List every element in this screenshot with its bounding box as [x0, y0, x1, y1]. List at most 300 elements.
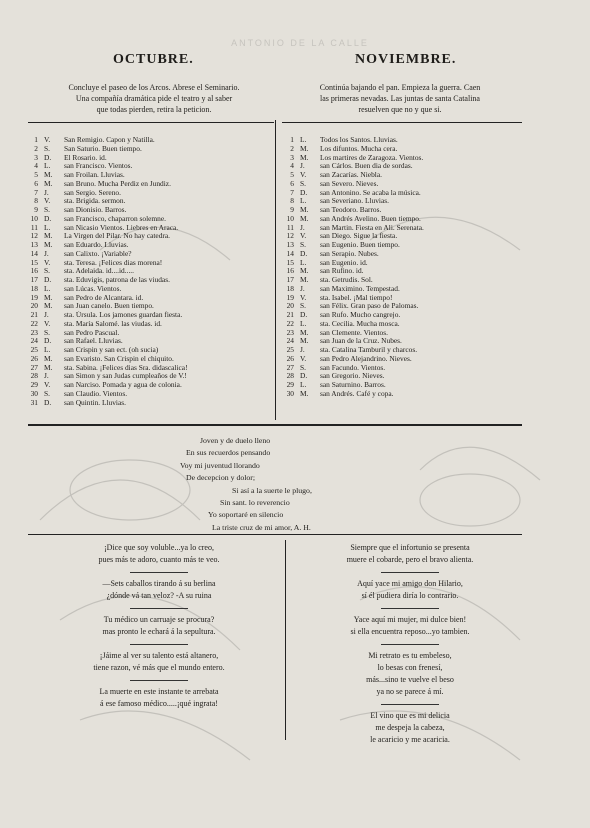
epigram-separator	[130, 680, 188, 681]
weekday: D.	[300, 311, 308, 319]
day-entry: san Cárlos. Buen dia de sordas.	[320, 162, 413, 171]
day-entry: sta. Cecilia. Mucha mosca.	[320, 319, 400, 328]
day-number: 22	[286, 319, 294, 328]
day-entry: san Teodoro. Barros.	[320, 206, 382, 214]
day-number: 4	[290, 162, 294, 171]
day-row	[280, 381, 522, 390]
day-number: 9	[34, 206, 38, 214]
day-number: 24	[30, 337, 38, 346]
epigram-line: ¡Jáime al ver su talento está altanero,	[99, 651, 219, 660]
day-number: 16	[286, 267, 294, 276]
day-number: 25	[30, 346, 38, 354]
day-number: 18	[286, 284, 294, 293]
weekday: S.	[44, 389, 50, 398]
weekday: M.	[44, 293, 53, 302]
day-number: 13	[30, 241, 38, 249]
noviembre-intro	[282, 82, 518, 115]
poem-line: De decepcion y dolor;	[186, 473, 256, 483]
day-number: 24	[286, 337, 294, 346]
weekday: L.	[44, 162, 51, 171]
weekday: M.	[300, 328, 309, 337]
day-row	[280, 390, 522, 399]
day-number: 27	[286, 363, 294, 372]
day-entry: san Rafael. Lluvias.	[64, 337, 123, 346]
weekday: M.	[44, 179, 53, 188]
day-number: 29	[286, 381, 294, 389]
day-entry: san Crispin y san ect. (oh sucia)	[64, 346, 159, 354]
epigram-separator	[381, 572, 439, 573]
day-number: 30	[30, 389, 38, 398]
day-number: 3	[34, 153, 38, 162]
day-entry: san Félix. Gran paso de Palomas.	[320, 302, 419, 311]
background-faded-text: ANTONIO DE LA CALLE	[231, 38, 369, 48]
epigram-line: Mi retrato es tu embeleso,	[368, 651, 452, 660]
weekday: S.	[44, 267, 50, 276]
day-number: 10	[286, 214, 294, 223]
epigram	[40, 578, 278, 602]
day-entry: sta. Adelaida. id....id.....	[64, 267, 134, 276]
epigram-separator	[381, 608, 439, 609]
day-row	[24, 154, 274, 163]
day-entry: sta. Brigida. sermon.	[64, 197, 126, 206]
poem-line: En sus recuerdos pensando	[186, 448, 271, 458]
epigram-separator	[381, 644, 439, 645]
day-entry: sta. María Salomé. las viudas. id.	[64, 319, 162, 328]
day-row	[24, 285, 274, 294]
epigram-line: —Sets caballos tirando á su berlina	[102, 579, 216, 588]
epigram-line: El vino que es mi delicia	[370, 711, 450, 720]
day-row	[280, 355, 522, 364]
day-entry: san Maximino. Tempestad.	[320, 284, 400, 293]
day-number: 15	[30, 258, 38, 267]
day-entry: sta. Catalina Tamburil y charcos.	[320, 346, 418, 354]
day-entry: san Pedro Alejandrino. Nieves.	[320, 354, 412, 363]
weekday: S.	[44, 144, 50, 153]
weekday: M.	[44, 232, 53, 241]
poem-line: Yo soportaré en silencio	[208, 510, 284, 520]
day-number: 4	[34, 162, 38, 171]
epigram-line: Tu médico un carruaje se procura?	[103, 615, 215, 624]
day-entry: san Pedro de Alcantara. id.	[64, 293, 144, 302]
day-entry: san Eugenio. Buen tiempo.	[320, 241, 400, 249]
epigram-separator	[130, 572, 188, 573]
weekday: V.	[44, 258, 51, 267]
day-number: 14	[30, 249, 38, 258]
day-entry: san Zacarías. Niebla.	[320, 171, 382, 179]
weekday: L.	[44, 223, 51, 232]
weekday: J.	[44, 249, 49, 258]
day-row	[24, 171, 274, 180]
day-number: 11	[30, 223, 38, 232]
day-number: 8	[290, 197, 294, 206]
day-entry: San Remigio. Capon y Natilla.	[64, 136, 155, 144]
day-entry: san Martin. Fiesta en Ali. Serenata.	[320, 223, 424, 232]
epigram	[290, 710, 530, 746]
day-entry: san Facundo. Vientos.	[320, 363, 386, 372]
weekday: V.	[44, 319, 51, 328]
day-row	[280, 276, 522, 285]
octubre-days	[24, 136, 274, 407]
weekday: S.	[44, 206, 50, 214]
day-row	[24, 355, 274, 364]
octubre-intro-line: que todas pierden, retira la peticion.	[96, 105, 212, 114]
day-row	[280, 154, 522, 163]
weekday: D.	[44, 214, 52, 223]
day-row	[280, 259, 522, 268]
day-entry: sta. Eduvigis, patrona de las viudas.	[64, 276, 170, 284]
day-row	[24, 294, 274, 303]
weekday: V.	[300, 293, 307, 302]
octubre-intro-line: Una compañía dramática pide el teatro y al saber	[75, 94, 233, 103]
day-number: 21	[30, 311, 38, 319]
noviembre-intro-line: Continúa bajando el pan. Empieza la guerra. Caen	[319, 83, 481, 92]
epigram-line: ¡Dice que soy voluble...ya lo creo,	[104, 543, 214, 552]
day-entry: san Pedro Pascual.	[64, 328, 120, 337]
epigram-line: La muerte en este instante te arrebata	[99, 687, 219, 696]
weekday: S.	[300, 179, 306, 188]
day-number: 12	[286, 232, 294, 241]
weekday: M.	[300, 206, 309, 214]
poem-line: Joven y de duelo lleno	[200, 436, 271, 445]
day-row	[280, 232, 522, 241]
day-row	[24, 320, 274, 329]
day-row	[24, 390, 274, 399]
day-number: 3	[290, 153, 294, 162]
day-entry: Los martires de Zaragoza. Vientos.	[320, 153, 424, 162]
day-number: 17	[30, 276, 38, 284]
day-row	[280, 329, 522, 338]
weekday: M.	[44, 171, 53, 179]
day-number: 28	[30, 372, 38, 381]
day-entry: san Evaristo. San Crispin el chiquito.	[64, 354, 174, 363]
epigram	[40, 686, 278, 710]
epigram	[290, 650, 530, 698]
weekday: L.	[300, 381, 307, 389]
day-number: 7	[34, 188, 38, 197]
day-row	[24, 224, 274, 233]
weekday: J.	[300, 346, 305, 354]
epigram	[290, 614, 530, 638]
weekday: J.	[300, 162, 305, 171]
day-entry: Todos los Santos. Lluvias.	[320, 136, 398, 144]
day-row	[280, 189, 522, 198]
day-row	[24, 232, 274, 241]
day-row	[24, 267, 274, 276]
weekday: V.	[44, 197, 51, 206]
epigram	[40, 614, 278, 638]
epigram-line: pues más te adoro, cuanto más te veo.	[98, 555, 220, 564]
day-row	[280, 206, 522, 215]
poem-line: Voy mi juventud llorando	[180, 460, 260, 470]
day-number: 22	[30, 319, 38, 328]
day-entry: sta. Isabel. ¡Mal tiempo!	[320, 293, 393, 302]
day-number: 6	[290, 179, 294, 188]
epigram	[290, 542, 530, 566]
day-number: 1	[290, 136, 294, 144]
octubre-title: OCTUBRE.	[113, 52, 194, 67]
day-entry: La Virgen del Pilar. No hay catedra.	[64, 232, 171, 241]
day-number: 11	[286, 223, 294, 232]
octubre-intro	[28, 82, 280, 115]
epigram-line: lo besas con frenesí,	[377, 663, 443, 672]
epigram-line: Aquí yace mi amigo don Hilario,	[357, 579, 463, 588]
poem-line: La triste cruz de mi amor, A. H.	[212, 522, 311, 532]
day-number: 14	[286, 249, 294, 258]
weekday: J.	[44, 372, 49, 381]
weekday: V.	[44, 381, 51, 389]
day-number: 20	[30, 302, 38, 311]
weekday: M.	[44, 363, 53, 372]
day-entry: san Lúcas. Vientos.	[64, 284, 122, 293]
weekday: M.	[44, 354, 53, 363]
noviembre-days	[280, 136, 522, 399]
weekday: M.	[44, 302, 53, 311]
day-row	[24, 162, 274, 171]
day-number: 23	[286, 328, 294, 337]
weekday: D.	[300, 372, 308, 381]
epigram-divider	[285, 540, 286, 740]
day-row	[24, 276, 274, 285]
day-number: 2	[290, 144, 294, 153]
epigram-line: tiene razon, vé más que el mundo entero.	[93, 663, 225, 672]
day-entry: san Serapio. Nubes.	[320, 249, 379, 258]
epigram-line: muere el cobarde, pero el bravo alienta.	[346, 555, 474, 564]
poem-line: Sin sant. lo reverencio	[220, 498, 290, 508]
day-entry: san Juan canelo. Buen tiempo.	[64, 302, 154, 311]
day-number: 1	[34, 136, 38, 144]
weekday: D.	[44, 398, 52, 407]
epigram-line: ya no se parece á mí.	[376, 687, 444, 696]
weekday: S.	[300, 241, 306, 249]
noviembre-title: NOVIEMBRE.	[355, 52, 457, 67]
day-entry: san Francisco, chaparron solemne.	[64, 214, 166, 223]
weekday: M.	[300, 276, 309, 284]
weekday: M.	[300, 144, 309, 153]
day-entry: San Saturio. Buen tiempo.	[64, 144, 142, 153]
epigram-line: sí él pudiera diría lo contrario.	[361, 591, 459, 600]
day-row	[280, 171, 522, 180]
weekday: J.	[300, 223, 305, 232]
day-entry: san Juan de la Cruz. Nubes.	[320, 337, 402, 346]
day-row	[280, 224, 522, 233]
day-entry: san Severo. Nieves.	[320, 179, 379, 188]
day-number: 31	[30, 398, 38, 407]
day-row	[24, 381, 274, 390]
day-row	[24, 302, 274, 311]
day-entry: san Dionisio. Barros.	[64, 206, 127, 214]
day-entry: san Eugenio. id.	[320, 258, 368, 267]
octubre-intro-line: Concluye el paseo de los Arcos. Abrese el Seminario.	[68, 83, 240, 92]
weekday: M.	[300, 389, 309, 398]
day-entry: san Diego. Sigue la fiesta.	[320, 232, 398, 241]
epigram-line: ¿dónde vá tan veloz? -A su ruina	[106, 591, 212, 600]
weekday: L.	[44, 284, 51, 293]
day-number: 21	[286, 311, 294, 319]
day-number: 28	[286, 372, 294, 381]
day-entry: san Bruno. Mucha Perdiz en Jundiz.	[64, 179, 171, 188]
day-row	[280, 372, 522, 381]
day-number: 26	[286, 354, 294, 363]
day-entry: san Nicasio Vientos. Liebres en Araca.	[64, 223, 179, 232]
epigram-line: si ella encuentra reposo...yo tambien.	[350, 627, 470, 636]
weekday: S.	[300, 302, 306, 311]
day-row	[280, 180, 522, 189]
day-number: 23	[30, 328, 38, 337]
day-entry: san Gregorio. Nieves.	[320, 372, 385, 381]
day-row	[24, 364, 274, 373]
day-row	[280, 364, 522, 373]
day-row	[280, 311, 522, 320]
epigram	[40, 542, 278, 566]
weekday: L.	[300, 319, 307, 328]
epigram-line: á ese famoso médico.....¡qué ingrata!	[100, 699, 218, 708]
day-entry: san Saturnino. Barros.	[320, 381, 386, 389]
poem-line: Si así a la suerte le plugo,	[232, 485, 312, 495]
weekday: M.	[300, 267, 309, 276]
weekday: D.	[44, 276, 52, 284]
weekday: D.	[300, 188, 308, 197]
day-row	[24, 259, 274, 268]
weekday: M.	[300, 337, 309, 346]
day-row	[24, 372, 274, 381]
day-entry: san Narciso. Pomada y agua de colonia.	[64, 381, 182, 389]
day-row	[280, 250, 522, 259]
day-row	[280, 285, 522, 294]
day-number: 29	[30, 381, 38, 389]
day-row	[280, 215, 522, 224]
day-entry: Los difuntos. Mucha cera.	[320, 144, 398, 153]
day-entry: san Quintin. Lluvias.	[64, 398, 126, 407]
weekday: V.	[44, 136, 51, 144]
day-number: 19	[286, 293, 294, 302]
day-number: 17	[286, 276, 294, 284]
noviembre-intro-line: resuelven que no y que si.	[358, 105, 442, 114]
day-entry: sta. Úrsula. Los jamones guardan fiesta.	[64, 311, 183, 319]
day-number: 30	[286, 389, 294, 398]
day-row	[24, 215, 274, 224]
day-entry: san Francisco. Vientos.	[64, 162, 133, 171]
noviembre-intro-line: las primeras nevadas. Las juntas de santa Catalina	[320, 94, 480, 103]
day-entry: sta. Sabina. ¡Felices dias Sra. didascalica!	[64, 363, 188, 372]
epigram-line: Yace aquí mi mujer, mi dulce bien!	[353, 615, 467, 624]
day-number: 6	[34, 179, 38, 188]
day-row	[280, 136, 522, 145]
day-number: 27	[30, 363, 38, 372]
day-entry: san Rufino. id.	[320, 267, 364, 276]
day-number: 18	[30, 284, 38, 293]
day-row	[280, 346, 522, 355]
day-row	[280, 162, 522, 171]
day-row	[24, 346, 274, 355]
poem	[180, 435, 420, 534]
day-number: 10	[30, 214, 38, 223]
day-number: 9	[290, 206, 294, 214]
day-entry: san Sergio. Sereno.	[64, 188, 121, 197]
day-row	[280, 294, 522, 303]
day-entry: san Eduardo. Lluvias.	[64, 241, 129, 249]
day-number: 15	[286, 258, 294, 267]
epigram	[40, 650, 278, 674]
day-number: 16	[30, 267, 38, 276]
left-epigrams	[40, 542, 278, 710]
weekday: D.	[44, 337, 52, 346]
epigram-line: me despeja la cabeza,	[375, 723, 445, 732]
weekday: L.	[300, 197, 307, 206]
day-entry: sta. Teresa. ¡Felices dias morena!	[64, 258, 163, 267]
day-entry: san Froilan. Lluvias.	[64, 171, 125, 179]
weekday: J.	[44, 311, 49, 319]
day-number: 25	[286, 346, 294, 354]
day-entry: san Clemente. Vientos.	[320, 328, 388, 337]
day-entry: san Calixto. ¡Variable?	[64, 249, 132, 258]
day-row	[24, 145, 274, 154]
weekday: L.	[300, 136, 307, 144]
epigram-line: le acaricio y me acaricia.	[370, 735, 450, 744]
day-number: 2	[34, 144, 38, 153]
day-entry: san Andrés Avelino. Buen tiempo.	[320, 214, 421, 223]
day-number: 13	[286, 241, 294, 249]
weekday: S.	[44, 328, 50, 337]
weekday: V.	[300, 232, 307, 241]
day-entry: san Severiano. Lluvias.	[320, 197, 389, 206]
epigram-line: mas pronto le echará á la sepultura.	[102, 627, 216, 636]
day-entry: san Simon y san Judas cumpleaños de V.!	[64, 372, 187, 381]
day-row	[24, 189, 274, 198]
day-row	[280, 337, 522, 346]
epigram-line: Siempre que el infortunio se presenta	[350, 543, 470, 552]
weekday: J.	[300, 284, 305, 293]
epigram-separator	[130, 644, 188, 645]
weekday: S.	[300, 363, 306, 372]
day-entry: El Rosario. id.	[64, 153, 107, 162]
day-row	[24, 206, 274, 215]
day-entry: san Andrés. Café y copa.	[320, 389, 394, 398]
weekday: V.	[300, 354, 307, 363]
day-row	[24, 180, 274, 189]
day-number: 7	[290, 188, 294, 197]
day-number: 12	[30, 232, 38, 241]
day-row	[280, 197, 522, 206]
weekday: D.	[300, 249, 308, 258]
day-entry: sta. Getrudis. Sol.	[320, 276, 373, 284]
day-number: 5	[34, 171, 38, 179]
day-number: 26	[30, 354, 38, 363]
weekday: D.	[44, 153, 52, 162]
calendar-bottom-rule	[28, 424, 522, 426]
weekday: L.	[300, 258, 307, 267]
right-epigrams	[290, 542, 530, 746]
epigram-separator	[381, 704, 439, 705]
day-row	[24, 337, 274, 346]
day-entry: san Claudio. Vientos.	[64, 389, 128, 398]
day-number: 20	[286, 302, 294, 311]
day-row	[280, 267, 522, 276]
day-entry: san Antonino. Se acaba la música.	[320, 188, 421, 197]
day-row	[24, 311, 274, 320]
day-row	[280, 302, 522, 311]
day-row	[24, 197, 274, 206]
epigram-line: más...sino te vuelve el beso	[366, 675, 454, 684]
day-number: 19	[30, 293, 38, 302]
day-row	[280, 320, 522, 329]
weekday: M.	[44, 241, 53, 249]
noviembre-top-rule	[282, 122, 522, 123]
day-number: 5	[290, 171, 294, 179]
day-entry: san Rufo. Mucho cangrejo.	[320, 311, 401, 319]
epigram	[290, 578, 530, 602]
day-row	[24, 136, 274, 145]
weekday: M.	[300, 153, 309, 162]
